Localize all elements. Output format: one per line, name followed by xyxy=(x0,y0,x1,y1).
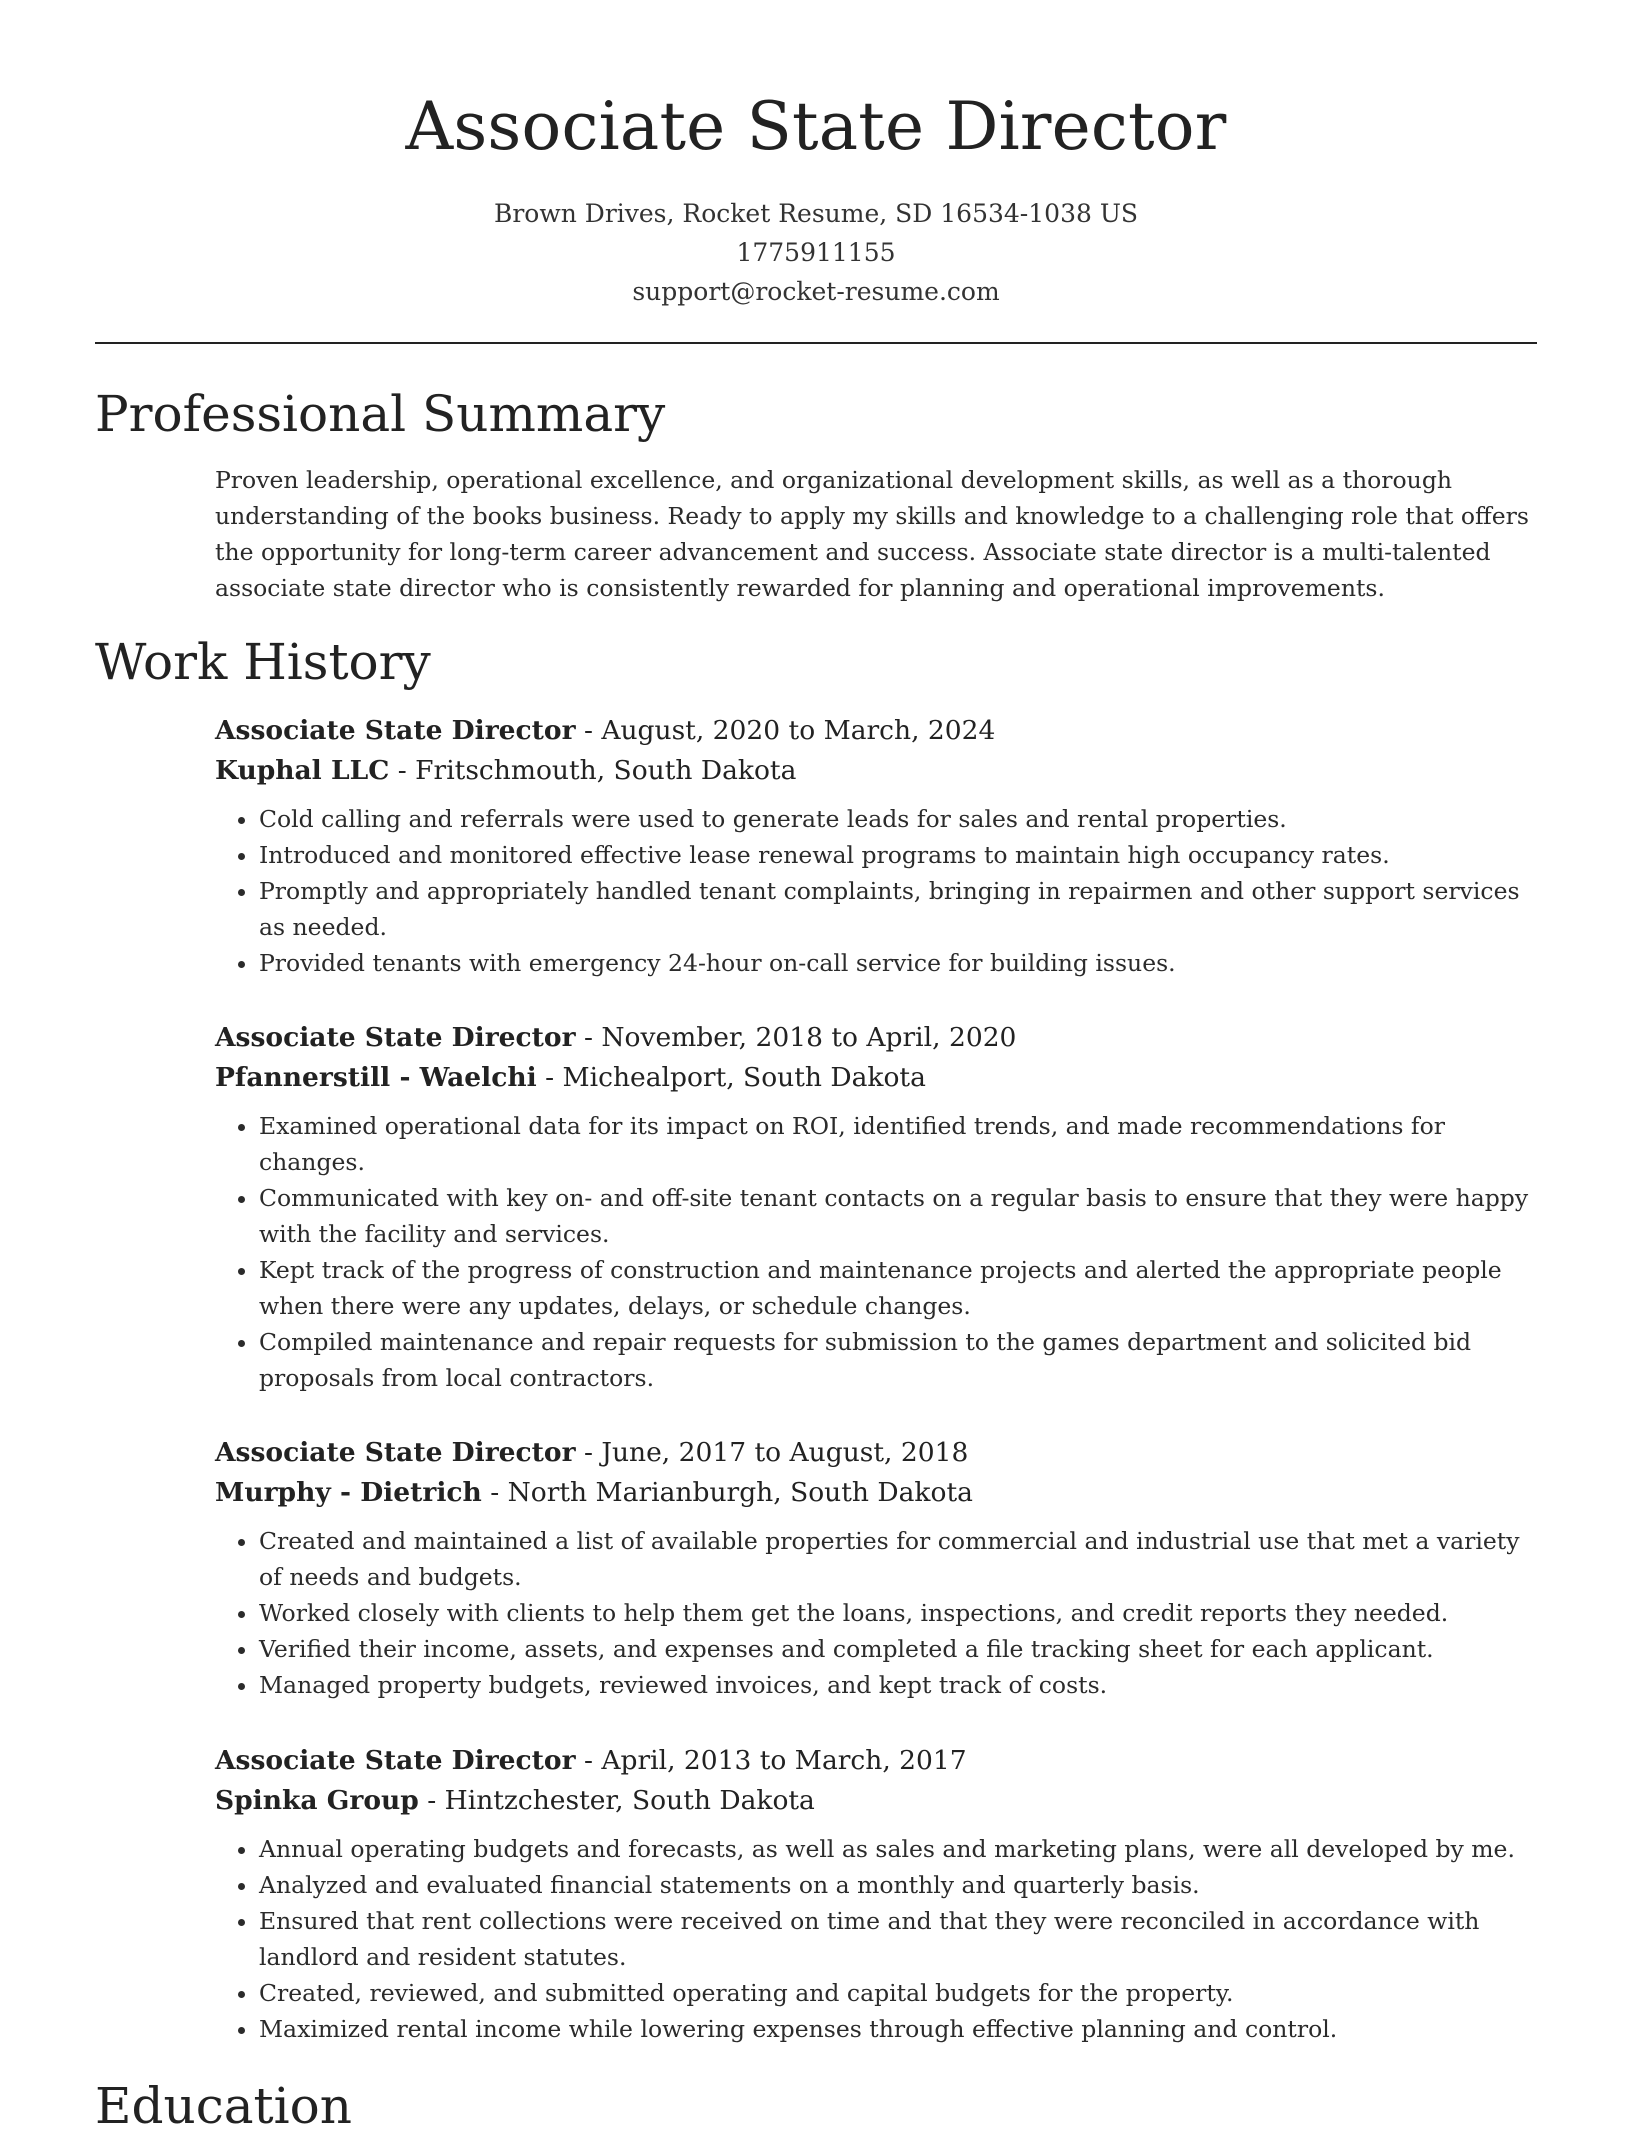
job-bullet-list xyxy=(215,1831,1545,2047)
job-title-line xyxy=(215,711,1545,751)
summary-text: Proven leadership, operational excellence, and organizational development skills, as well as a thorough understanding of the books business. Ready to apply my skills and knowledge to a challenging role that offers the opportunity for long-term career advancement and success. Associate state director is a multi-talented associate state director who is consistently rewarded for planning and operational improvements. xyxy=(215,466,1529,602)
job-dates: - June, 2017 to August, 2018 xyxy=(575,1437,969,1468)
page-title: Associate State Director xyxy=(405,88,1227,165)
job-bullet: • Maximized rental income while lowering expenses through effective planning and control. xyxy=(259,2011,1545,2047)
work-history-heading: Work History xyxy=(95,633,431,691)
job-entry xyxy=(215,1741,1545,2047)
job-dates: - April, 2013 to March, 2017 xyxy=(575,1745,967,1776)
job-title: Associate State Director xyxy=(215,715,576,746)
contact-phone: 1775911155 xyxy=(736,238,896,267)
job-title: Associate State Director xyxy=(215,1437,576,1468)
job-dates: - August, 2020 to March, 2024 xyxy=(575,715,996,746)
job-dates: - November, 2018 to April, 2020 xyxy=(575,1022,1017,1053)
job-company: Pfannerstill - Waelchi xyxy=(215,1062,537,1093)
contact-info xyxy=(0,194,1632,311)
job-title-line xyxy=(215,1018,1545,1058)
job-company-line xyxy=(215,1058,1545,1098)
summary-heading: Professional Summary xyxy=(95,385,666,443)
job-entry xyxy=(215,711,1545,981)
job-title-line xyxy=(215,1741,1545,1781)
job-title: Associate State Director xyxy=(215,1745,576,1776)
job-company: Kuphal LLC xyxy=(215,755,390,786)
job-title-line xyxy=(215,1433,1545,1473)
job-company: Murphy - Dietrich xyxy=(215,1477,482,1508)
job-location: - Fritschmouth, South Dakota xyxy=(389,755,797,786)
job-bullet: • Examined operational data for its impact on ROI, identified trends, and made recommendations for changes. xyxy=(259,1108,1545,1180)
job-bullet: • Provided tenants with emergency 24-hour on-call service for building issues. xyxy=(259,945,1545,981)
job-bullet: • Communicated with key on- and off-site tenant contacts on a regular basis to ensure that they were happy with the facility and services. xyxy=(259,1180,1545,1252)
job-location: - North Marianburgh, South Dakota xyxy=(481,1477,973,1508)
job-bullet: • Analyzed and evaluated financial statements on a monthly and quarterly basis. xyxy=(259,1867,1545,1903)
job-bullet-list xyxy=(215,1108,1545,1396)
job-entry xyxy=(215,1433,1545,1703)
job-bullet: • Introduced and monitored effective lease renewal programs to maintain high occupancy rates. xyxy=(259,837,1545,873)
job-company: Spinka Group xyxy=(215,1785,419,1816)
job-company-line xyxy=(215,1473,1545,1513)
job-location: - Hintzchester, South Dakota xyxy=(418,1785,815,1816)
job-bullet: • Worked closely with clients to help them get the loans, inspections, and credit reports they needed. xyxy=(259,1595,1545,1631)
job-bullet: • Managed property budgets, reviewed invoices, and kept track of costs. xyxy=(259,1667,1545,1703)
job-bullet-list xyxy=(215,1523,1545,1703)
job-bullet: • Annual operating budgets and forecasts, as well as sales and marketing plans, were all developed by me. xyxy=(259,1831,1545,1867)
job-bullet: • Created, reviewed, and submitted operating and capital budgets for the property. xyxy=(259,1975,1545,2011)
job-company-line xyxy=(215,751,1545,791)
job-bullet: • Created and maintained a list of available properties for commercial and industrial use that met a variety of needs and budgets. xyxy=(259,1523,1545,1595)
job-bullet-list xyxy=(215,801,1545,981)
job-bullet: • Kept track of the progress of construction and maintenance projects and alerted the appropriate people when there were any updates, delays, or schedule changes. xyxy=(259,1252,1545,1324)
header-divider xyxy=(95,342,1537,344)
contact-address: Brown Drives, Rocket Resume, SD 16534-1038 US xyxy=(493,199,1139,228)
job-bullet: • Verified their income, assets, and expenses and completed a file tracking sheet for each applicant. xyxy=(259,1631,1545,1667)
job-bullet: • Cold calling and referrals were used to generate leads for sales and rental properties. xyxy=(259,801,1545,837)
education-heading: Education xyxy=(95,2077,352,2135)
job-location: - Michealport, South Dakota xyxy=(536,1062,926,1093)
contact-email: support@rocket-resume.com xyxy=(632,277,1000,306)
job-bullet: • Compiled maintenance and repair requests for submission to the games department and solicited bid proposals from local contractors. xyxy=(259,1324,1545,1396)
job-bullet: • Promptly and appropriately handled tenant complaints, bringing in repairmen and other support services as needed. xyxy=(259,873,1545,945)
job-entry xyxy=(215,1018,1545,1396)
resume-header xyxy=(0,82,1632,311)
job-title: Associate State Director xyxy=(215,1022,576,1053)
job-bullet: • Ensured that rent collections were received on time and that they were reconciled in accordance with landlord and resident statutes. xyxy=(259,1903,1545,1975)
job-company-line xyxy=(215,1781,1545,1821)
